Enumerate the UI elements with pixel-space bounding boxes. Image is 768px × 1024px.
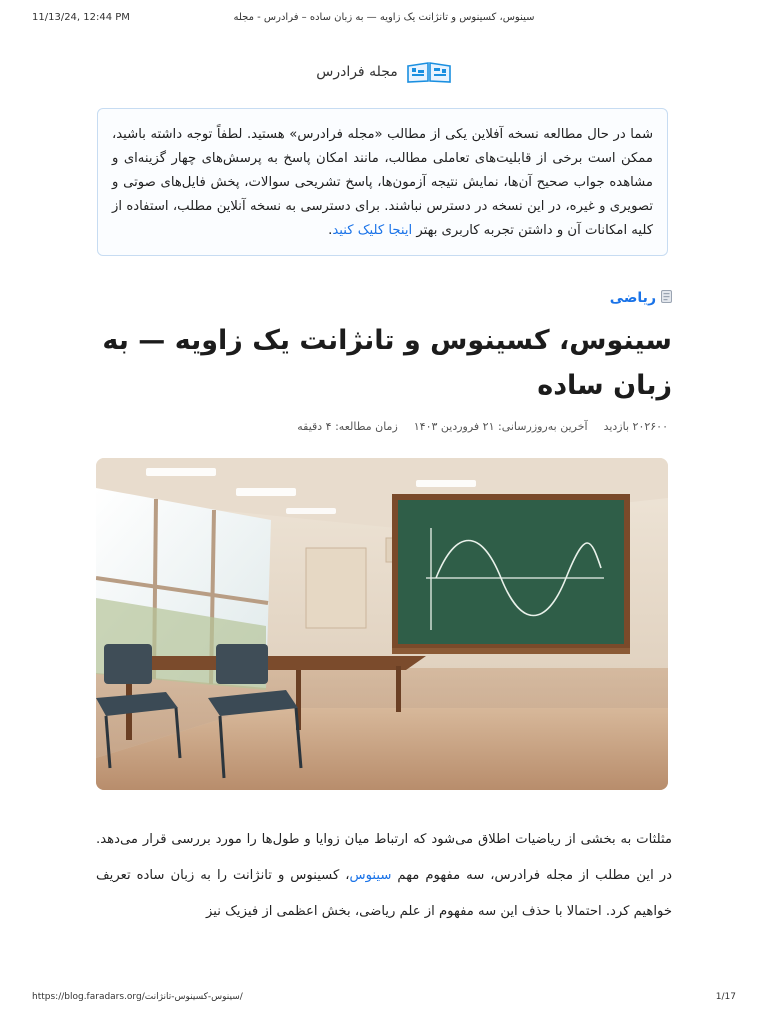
offline-notice <box>97 108 668 256</box>
print-footer <box>0 992 768 1006</box>
offline-notice-text: شما در حال مطالعه نسخه آفلاین یکی از مطالب «مجله فرادرس» هستید. لطفاً توجه داشته باشید، ممکن است برخی از قابلیت‌های تعاملی مطالب، مانند امکان پاسخ به پرسش‌های چهار گزینه‌ای و مشاهده جواب صحیح آن‌ها، نمایش نتیجه آزمون‌ها، پاسخ تشریحی سوالات، پخش فایل‌های صوتی و تصویری و غیره، در این نسخه در دسترس نباشند. برای دسترسی به نسخه آنلاین مطلب، استفاده از کلیه امکانات آن و داشتن تجربه کاربری بهتر <box>112 127 653 238</box>
category-tag[interactable] <box>610 288 672 307</box>
last-updated: آخرین به‌روزرسانی: ۲۱ فروردین ۱۴۰۳ <box>413 420 588 433</box>
view-count: ۲۰۲۶۰۰ بازدید <box>603 420 668 433</box>
print-header <box>0 12 768 30</box>
sine-link[interactable]: سینوس <box>349 868 392 883</box>
hero-image <box>96 458 668 790</box>
article-meta <box>297 420 668 433</box>
article-title: سینوس، کسینوس و تانژانت یک زاویه — به زبان ساده <box>102 325 672 401</box>
category-label: ریاضی <box>609 289 656 306</box>
faradars-book-icon <box>406 60 452 84</box>
brand-name: مجله فرادرس <box>316 64 398 80</box>
article-body <box>96 822 672 930</box>
body-text-part1: مثلثات به بخشی از ریاضیات اطلاق می‌شود که ارتباط میان زوایا و طول‌ها را مورد بررسی قرار می‌دهد. در این مطلب از مجله فرادرس، سه مفهوم مهم <box>96 832 672 883</box>
book-icon <box>661 288 672 307</box>
print-title: سینوس، کسینوس و تانژانت یک زاویه — به زبان ساده – فرادرس - مجله <box>233 12 535 23</box>
brand-logo[interactable] <box>0 60 768 84</box>
online-version-link[interactable]: اینجا کلیک کنید <box>332 223 413 238</box>
offline-notice-end: . <box>328 223 333 238</box>
page-number: 1/17 <box>715 992 736 1002</box>
body-text-part2: ، کسینوس و تانژانت را به زبان ساده تعریف خواهیم کرد. احتمالا با حذف این سه مفهوم از علم ریاضی، بخش اعظمی از فیزیک نیز <box>96 868 672 919</box>
reading-time: زمان مطالعه: ۴ دقیقه <box>297 420 398 433</box>
print-date: 11/13/24, 12:44 PM <box>32 12 130 23</box>
print-url: https://blog.faradars.org/سینوس-کسینوس-تانژانت/ <box>32 992 243 1002</box>
